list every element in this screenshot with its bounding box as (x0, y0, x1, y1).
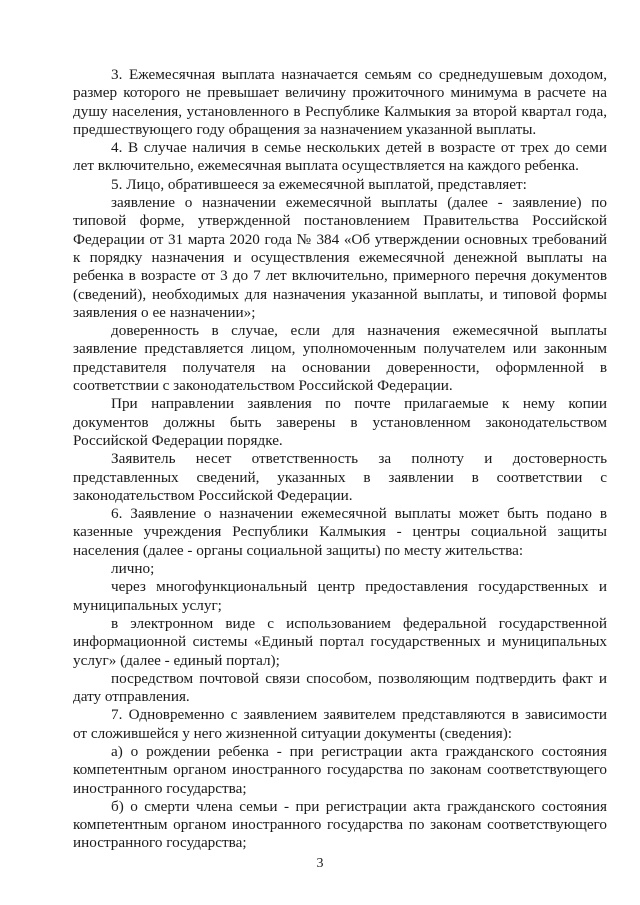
paragraph-electronic: в электронном виде с использованием федеральной государственной информационной системы «Единый портал государственных и муниципальных услуг» (далее - единый портал); (73, 614, 607, 669)
paragraph-power-of-attorney: доверенность в случае, если для назначения ежемесячной выплаты заявление представляется лицом, уполномоченным получателем или законным представителя получателя на основании доверенности, оформленной в соответствии с законодательством Российской Федерации. (73, 322, 607, 395)
paragraph-6-where-to-apply: 6. Заявление о назначении ежемесячной выплаты может быть подано в казенные учреждения Республики Калмыкия - центры социальной защиты населения (далее - органы социальной защиты) по месту жительства: (73, 505, 607, 559)
paragraph-application-form: заявление о назначении ежемесячной выплаты (далее - заявление) по типовой форме, утвержденной постановлением Правительства Российской Федерации от 31 марта 2020 года № 384 «Об утверждении основных требований к порядку назначения и осуществления ежемесячной денежной выплаты на ребенка в возрасте от 3 до 7 лет включительно, примерного перечня документов (сведений), необходимых для назначения указанной выплаты, и типовой формы заявления о ее назначении»; (73, 194, 607, 321)
paragraph-mfc: через многофункциональный центр предоставления государственных и муниципальных услуг; (73, 578, 607, 614)
document-body (73, 66, 607, 853)
paragraph-death-record: б) о смерти члена семьи - при регистрации акта гражданского состояния компетентным органом иностранного государства по законам соответствующего иностранного государства; (73, 797, 607, 852)
paragraph-in-person: лично; (111, 560, 155, 578)
paragraph-5-applicant-submits: 5. Лицо, обратившееся за ежемесячной выплатой, представляет: (111, 175, 527, 193)
page-number: 3 (316, 856, 324, 871)
paragraph-applicant-responsibility: Заявитель несет ответственность за полноту и достоверность представленных сведений, указанных в заявлении в соответствии с законодательством Российской Федерации. (73, 450, 607, 504)
paragraph-7-documents: 7. Одновременно с заявлением заявителем представляются в зависимости от сложившейся у него жизненной ситуации документы (сведения): (73, 706, 607, 742)
paragraph-postal: посредством почтовой связи способом, позволяющим подтвердить факт и дату отправления. (73, 669, 607, 706)
paragraph-4-several-children: 4. В случае наличия в семье нескольких детей в возрасте от трех до семи лет включительно, ежемесячная выплата осуществляется на каждого ребенка. (73, 139, 607, 175)
paragraph-3-income-criterion: 3. Ежемесячная выплата назначается семьям со среднедушевым доходом, размер которого не превышает величину прожиточного минимума в расчете на душу населения, установленного в Республике Калмыкия за второй квартал года, предшествующего году обращения за назначением указанной выплаты. (73, 66, 607, 138)
paragraph-birth-record: а) о рождении ребенка - при регистрации акта гражданского состояния компетентным органом иностранного государства по законам соответствующего иностранного государства; (73, 742, 607, 797)
paragraph-postal-copies: При направлении заявления по почте прилагаемые к нему копии документов должны быть заверены в установленном законодательством Российской Федерации порядке. (73, 395, 607, 449)
